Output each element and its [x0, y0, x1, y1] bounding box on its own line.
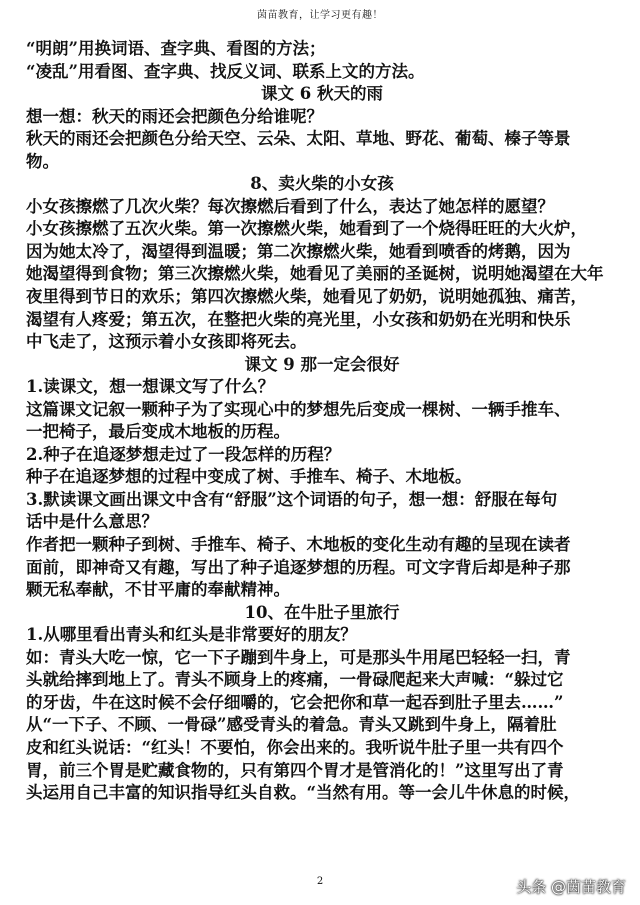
question-line: 想一想：秋天的雨还会把颜色分给谁呢？ [26, 106, 323, 126]
page-header: 茵苗教育，让学习更有趣！ [257, 10, 383, 21]
text-line: 小女孩擦燃了五次火柴。第一次擦燃火柴，她看到了一个烧得旺旺的大火炉， [26, 219, 587, 239]
text-line: 秋天的雨还会把颜色分给天空、云朵、太阳、草地、野花、葡萄、榛子等景 [26, 129, 571, 149]
text-line: 从“一下子、不顾、一骨碌”感受青头的着急。青头又跳到牛身上，隔着肚 [26, 715, 557, 735]
text-line: 的牙齿，牛在这时候不会仔细嚼的，它会把你和草一起吞到肚子里去……” [26, 692, 564, 712]
text-line: 中飞走了，这预示着小女孩即将死去。 [26, 332, 307, 352]
question-line: 3.默读课文画出课文中含有“舒服”这个词语的句子，想一想：舒服在每句 [26, 489, 558, 509]
text-line: 物。 [26, 151, 59, 171]
section-heading: 课文 9 那一定会很好 [244, 354, 400, 374]
document-body [26, 38, 618, 805]
question-line: 话中是什么意思？ [26, 512, 158, 532]
text-line: 皮和红头说话：“红头！不要怕，你会出来的。我听说牛肚子里一共有四个 [26, 737, 564, 757]
text-line: 渴望有人疼爱；第五次，在整把火柴的亮光里，小女孩和奶奶在光明和快乐 [26, 309, 571, 329]
text-line: 作者把一颗种子到树、手推车、椅子、木地板的变化生动有趣的呈现在读者 [26, 535, 571, 555]
text-line: 头就给摔到地上了。青头不顾身上的疼痛，一骨碌爬起来大声喊：“躲过它 [26, 670, 564, 690]
text-line: 头运用自己丰富的知识指导红头自救。“当然有用。等一会儿牛休息的时候， [26, 783, 580, 803]
section-heading: 8、卖火柴的小女孩 [250, 174, 394, 194]
question-line: 小女孩擦燃了几次火柴？每次擦燃后看到了什么，表达了她怎样的愿望？ [26, 196, 554, 216]
watermark: 头条 @茵苗教育 [516, 878, 626, 896]
text-line: “凌乱”用看图、查字典、找反义词、联系上文的方法。 [26, 61, 425, 81]
text-line: 种子在追逐梦想的过程中变成了树、手推车、椅子、木地板。 [26, 467, 472, 487]
text-line: 颗无私奉献，不甘平庸的奉献精神。 [26, 580, 290, 600]
text-line: 她渴望得到食物；第三次擦燃火柴，她看见了美丽的圣诞树，说明她渴望在大年 [26, 264, 604, 284]
page-number: 2 [316, 876, 324, 887]
text-line: 面前，即神奇又有趣，写出了种子追逐梦想的历程。可文字背后却是种子那 [26, 557, 571, 577]
text-line: 胃，前三个胃是贮藏食物的，只有第四个胃才是管消化的！”这里写出了青 [26, 760, 564, 780]
text-line: 因为她太冷了，渴望得到温暖；第二次擦燃火柴，她看到喷香的烤鹅，因为 [26, 241, 571, 261]
text-line: 如：青头大吃一惊，它一下子蹦到牛身上，可是那头牛用尾巴轻轻一扫，青 [26, 647, 571, 667]
text-line: “明朗”用换词语、查字典、看图的方法； [26, 39, 326, 58]
text-line: 夜里得到节日的欢乐；第四次擦燃火柴，她看见了奶奶，说明她孤独、痛苦， [26, 287, 587, 307]
section-heading: 10、在牛肚子里旅行 [244, 602, 400, 622]
text-line: 这篇课文记叙一颗种子为了实现心中的梦想先后变成一棵树、一辆手推车、 [26, 399, 571, 419]
section-heading: 课文 6 秋天的雨 [261, 84, 383, 104]
question-line: 1.读课文，想一想课文写了什么？ [26, 377, 275, 397]
question-line: 2.种子在追逐梦想走过了一段怎样的历程？ [26, 444, 341, 464]
question-line: 1.从哪里看出青头和红头是非常要好的朋友？ [26, 625, 357, 645]
text-line: 一把椅子，最后变成木地板的历程。 [26, 422, 290, 442]
